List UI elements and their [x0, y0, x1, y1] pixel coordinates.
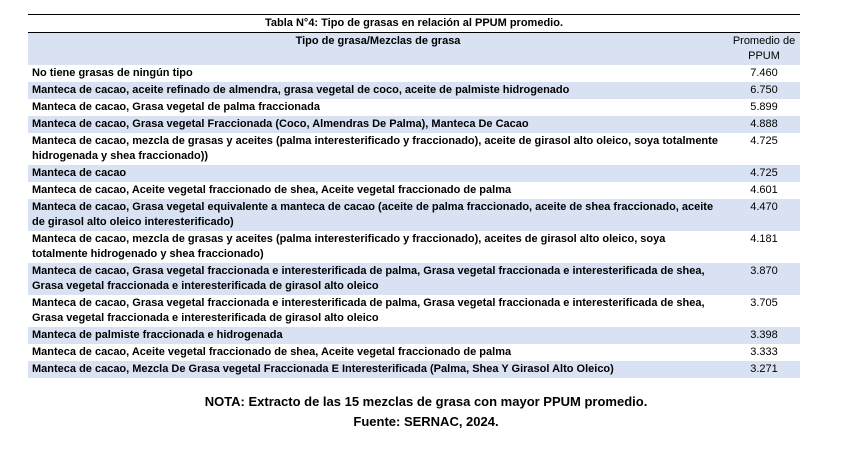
row-fat-type: Manteca de cacao, Aceite vegetal fraccionado de shea, Aceite vegetal fraccionado de palma — [32, 184, 512, 196]
row-fat-type: No tiene grasas de ningún tipo — [32, 67, 193, 79]
row-ppum-value: 7.460 — [750, 67, 778, 79]
table-row — [28, 263, 800, 295]
row-ppum-value: 4.470 — [728, 199, 800, 231]
table-row — [28, 99, 800, 116]
row-ppum-value: 6.750 — [728, 82, 800, 99]
table-row — [28, 327, 800, 344]
table-row — [28, 231, 800, 263]
row-ppum-value: 3.333 — [750, 346, 778, 358]
table-row — [28, 199, 800, 231]
table-body — [28, 65, 800, 378]
table-row — [28, 133, 800, 165]
row-ppum-value: 4.725 — [750, 135, 778, 147]
row-fat-type: Manteca de palmiste fraccionada e hidrogenada — [28, 327, 728, 344]
table-source: Fuente: SERNAC, 2024. — [353, 414, 499, 429]
row-fat-type: Manteca de cacao, Mezcla De Grasa vegetal Fraccionada E Interesterificada (Palma, Shea Y Girasol Alto Oleico) — [28, 361, 728, 378]
row-fat-type: Manteca de cacao, Grasa vegetal Fraccionada (Coco, Almendras De Palma), Manteca De Cacao — [28, 116, 728, 133]
table-row — [28, 82, 800, 99]
row-fat-type: Manteca de cacao — [28, 165, 728, 182]
row-fat-type: Manteca de cacao, Grasa vegetal fraccionada e interesterificada de palma, Grasa vegetal fraccionada e interesterificada de shea, Grasa vegetal fraccionada e interesterificada de girasol alto oleico — [32, 297, 705, 324]
row-ppum-value: 3.271 — [728, 361, 800, 378]
row-fat-type: Manteca de cacao, Aceite vegetal fraccionado de shea, Aceite vegetal fraccionado de palma — [32, 346, 512, 358]
row-fat-type: Manteca de cacao, Grasa vegetal fraccionada e interesterificada de palma, Grasa vegetal fraccionada e interesterificada de shea, Grasa vegetal fraccionada e interesterificada de girasol alto oleico — [28, 263, 728, 295]
ppum-table-container — [28, 14, 800, 378]
row-ppum-value: 4.181 — [750, 233, 778, 245]
column-header-value: Promedio de PPUM — [728, 33, 800, 66]
table-row — [28, 361, 800, 378]
table-header-row — [28, 33, 800, 66]
row-ppum-value: 3.870 — [728, 263, 800, 295]
table-title-row — [28, 15, 800, 33]
row-ppum-value: 4.888 — [728, 116, 800, 133]
table-row — [28, 116, 800, 133]
table-title: Tabla N°4: Tipo de grasas en relación al PPUM promedio. — [28, 15, 800, 33]
table-row — [28, 165, 800, 182]
table-row — [28, 182, 800, 199]
row-fat-type: Manteca de cacao, mezcla de grasas y aceites (palma interesterificado y fraccionado), aceites de girasol alto oleico, soya totalmente hidrogenado y shea fraccionado) — [32, 233, 666, 260]
column-header-name: Tipo de grasa/Mezclas de grasa — [28, 33, 728, 66]
table-note: NOTA: Extracto de las 15 mezclas de grasa con mayor PPUM promedio. — [204, 394, 648, 409]
row-fat-type: Manteca de cacao, Grasa vegetal equivalente a manteca de cacao (aceite de palma fraccionado, aceite de shea fraccionado, aceite de girasol alto oleico interesterificado) — [28, 199, 728, 231]
row-fat-type: Manteca de cacao, Grasa vegetal de palma fraccionada — [32, 101, 320, 113]
row-ppum-value: 3.705 — [750, 297, 778, 309]
row-ppum-value: 4.725 — [728, 165, 800, 182]
table-row — [28, 65, 800, 82]
row-ppum-value: 5.899 — [750, 101, 778, 113]
row-fat-type: Manteca de cacao, mezcla de grasas y aceites (palma interesterificado y fraccionado), aceite de girasol alto oleico, soya totalmente hidrogenada y shea fraccionado)) — [32, 135, 718, 162]
ppum-table — [28, 14, 800, 378]
row-ppum-value: 4.601 — [750, 184, 778, 196]
row-ppum-value: 3.398 — [728, 327, 800, 344]
table-row — [28, 344, 800, 361]
table-row — [28, 295, 800, 327]
row-fat-type: Manteca de cacao, aceite refinado de almendra, grasa vegetal de coco, aceite de palmiste hidrogenado — [28, 82, 728, 99]
